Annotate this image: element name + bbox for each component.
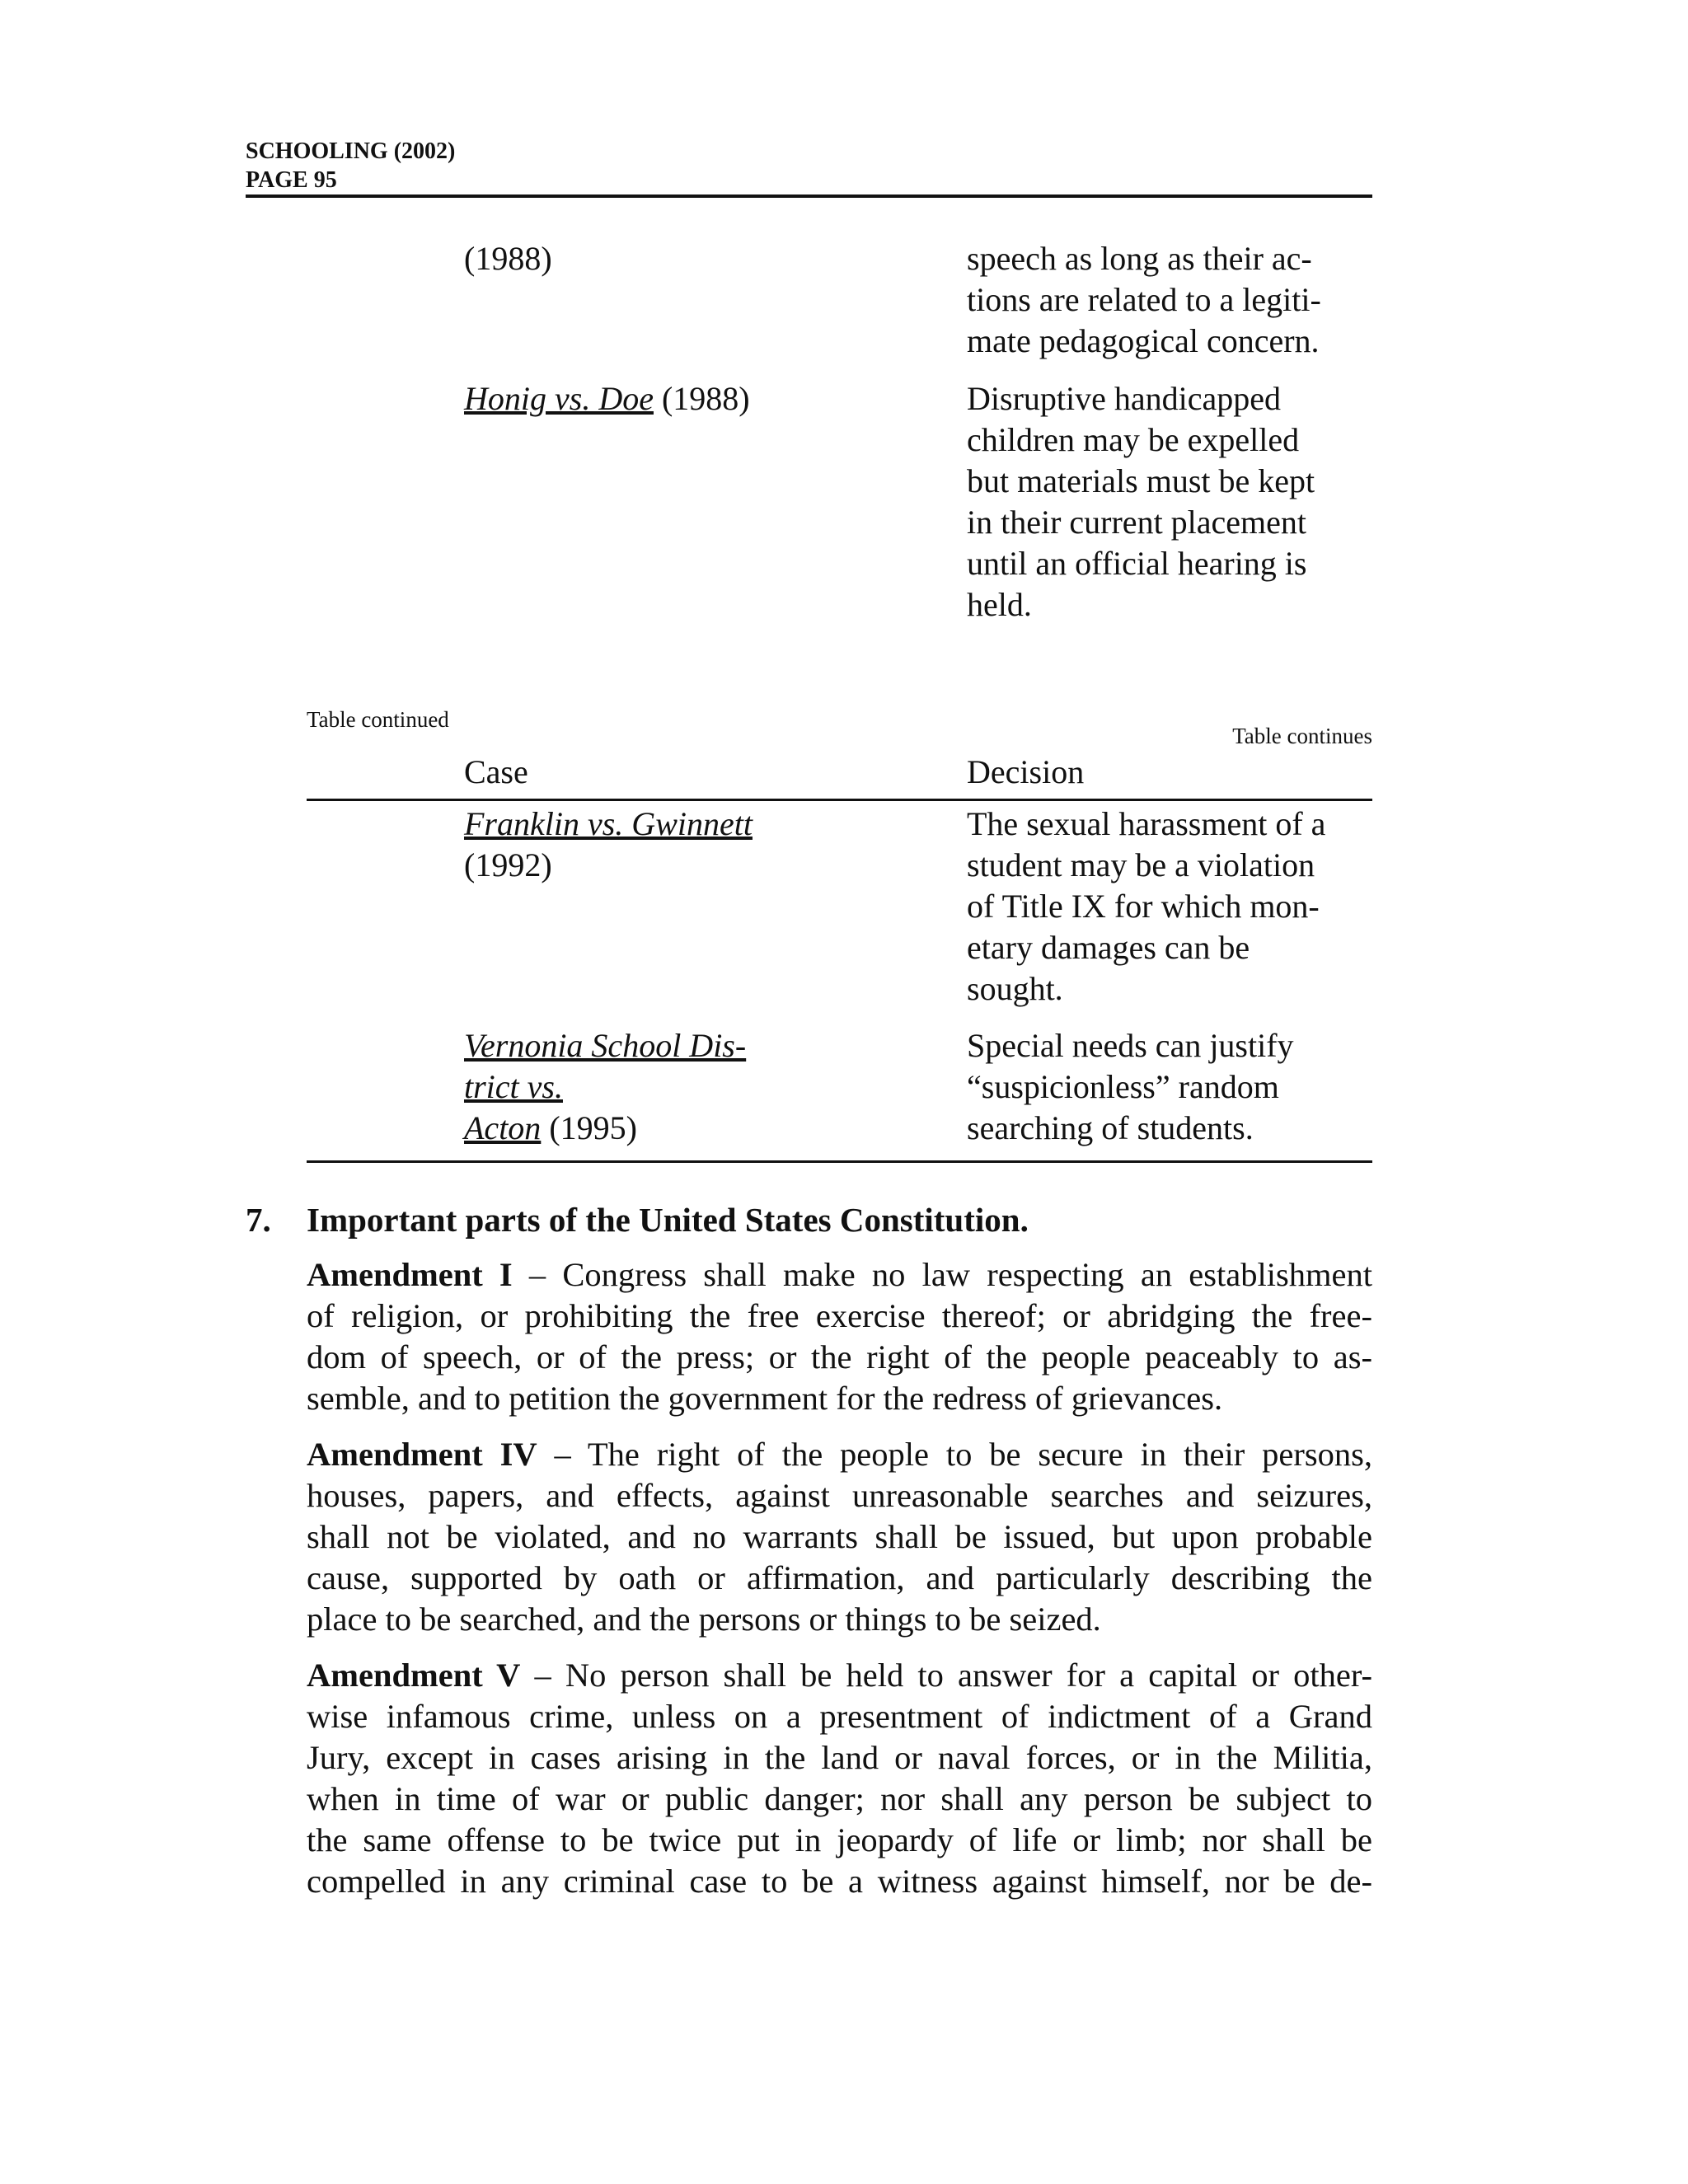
decision-line: etary damages can be (967, 929, 1250, 966)
case-name: Honig vs. Doe (464, 380, 654, 417)
paragraph-line: semble, and to petition the government for the redress of grievances. (307, 1380, 1223, 1417)
case-name-line (464, 1108, 926, 1149)
decision-line: until an official hearing is (967, 545, 1307, 582)
decision-line: of Title IX for which mon- (967, 888, 1320, 925)
line-text: – Congress shall make no law respecting an establishment (512, 1256, 1372, 1293)
table-row-franklin-case (464, 804, 926, 886)
case-name-text: Acton (464, 1109, 542, 1146)
amendment-label: Amendment I (307, 1256, 513, 1293)
table-continued-note: Table continued (307, 707, 449, 732)
decision-line: sought. (967, 970, 1063, 1007)
column-header-case: Case (464, 753, 528, 790)
paragraph-line: the same offense to be twice put in jeopardy of life or limb; nor shall be (307, 1821, 1372, 1858)
decision-line: searching of students. (967, 1109, 1254, 1146)
case-name-text: trict vs. (464, 1068, 563, 1105)
amendment-v-paragraph (307, 1655, 1372, 1902)
decision-line: Disruptive handicapped (967, 380, 1281, 417)
table-top-row-1-decision (967, 238, 1395, 362)
paragraph-line: when in time of war or public danger; nor shall any person be subject to (307, 1780, 1372, 1817)
decision-line: speech as long as their ac- (967, 240, 1312, 277)
case-name-text: Franklin vs. Gwinnett (464, 805, 753, 842)
case-name-line (464, 1066, 926, 1108)
paragraph-line: dom of speech, or of the press; or the right of the people peaceably to as- (307, 1338, 1372, 1376)
decision-line: held. (967, 586, 1032, 623)
case-cell (464, 378, 926, 419)
table-header-rule (307, 799, 1372, 801)
paragraph-line: compelled in any criminal case to be a witness against himself, nor be de- (307, 1863, 1372, 1900)
amendment-label: Amendment IV (307, 1436, 537, 1473)
decision-line: “suspicionless” random (967, 1068, 1279, 1105)
section-heading: Important parts of the United States Constitution. (307, 1201, 1029, 1239)
paragraph-line: shall not be violated, and no warrants shall be issued, but upon probable (307, 1518, 1372, 1555)
paragraph-line: place to be searched, and the persons or things to be seized. (307, 1601, 1101, 1638)
table-bottom-rule (307, 1160, 1372, 1163)
section-number: 7. (246, 1201, 271, 1239)
column-header-decision: Decision (967, 753, 1085, 790)
table-row-franklin-decision (967, 804, 1395, 1010)
table-top-row-1-case (464, 238, 893, 279)
paragraph-line (307, 1434, 1372, 1475)
table-top-row-2-case (464, 378, 926, 419)
table-top-row-2-decision (967, 378, 1395, 626)
paragraph-line: of religion, or prohibiting the free exercise thereof; or abridging the free- (307, 1297, 1372, 1334)
line-text: – The right of the people to be secure in their persons, (537, 1436, 1372, 1473)
decision-line: The sexual harassment of a (967, 805, 1326, 842)
table-row-vernonia-case (464, 1025, 926, 1149)
case-name-text: Vernonia School Dis- (464, 1027, 747, 1064)
case-name (464, 804, 926, 845)
decision-line: children may be expelled (967, 421, 1300, 458)
case-name-line (464, 1025, 926, 1066)
running-header-title: SCHOOLING (2002) (246, 138, 456, 164)
paragraph-line: houses, papers, and effects, against unreasonable searches and seizures, (307, 1477, 1372, 1514)
header-rule (246, 194, 1372, 198)
case-year: (1988) (653, 380, 750, 417)
decision-line: student may be a violation (967, 846, 1315, 883)
line-text: – No person shall be held to answer for a capital or other- (520, 1657, 1372, 1694)
table-continues-note: Table continues (1232, 724, 1372, 748)
paragraph-line: wise infamous crime, unless on a presentment of indictment of a Grand (307, 1698, 1372, 1735)
decision-line: but materials must be kept (967, 462, 1315, 499)
paragraph-line (307, 1655, 1372, 1696)
paragraph-line: cause, supported by oath or affirmation, and particularly describing the (307, 1559, 1372, 1596)
running-header-page: PAGE 95 (246, 167, 337, 193)
amendment-i-paragraph (307, 1254, 1372, 1419)
amendment-iv-paragraph (307, 1434, 1372, 1640)
decision-line: in their current placement (967, 504, 1307, 541)
table-row-vernonia-decision (967, 1025, 1395, 1149)
paragraph-line (307, 1254, 1372, 1296)
paragraph-line: Jury, except in cases arising in the land or naval forces, or in the Militia, (307, 1739, 1372, 1776)
decision-line: Special needs can justify (967, 1027, 1294, 1064)
decision-line: tions are related to a legiti- (967, 281, 1321, 318)
case-year: (1992) (464, 846, 552, 883)
decision-line: mate pedagogical concern. (967, 322, 1320, 359)
amendment-label: Amendment V (307, 1657, 521, 1694)
case-year: (1995) (541, 1109, 637, 1146)
case-year-line: (1988) (464, 240, 552, 277)
